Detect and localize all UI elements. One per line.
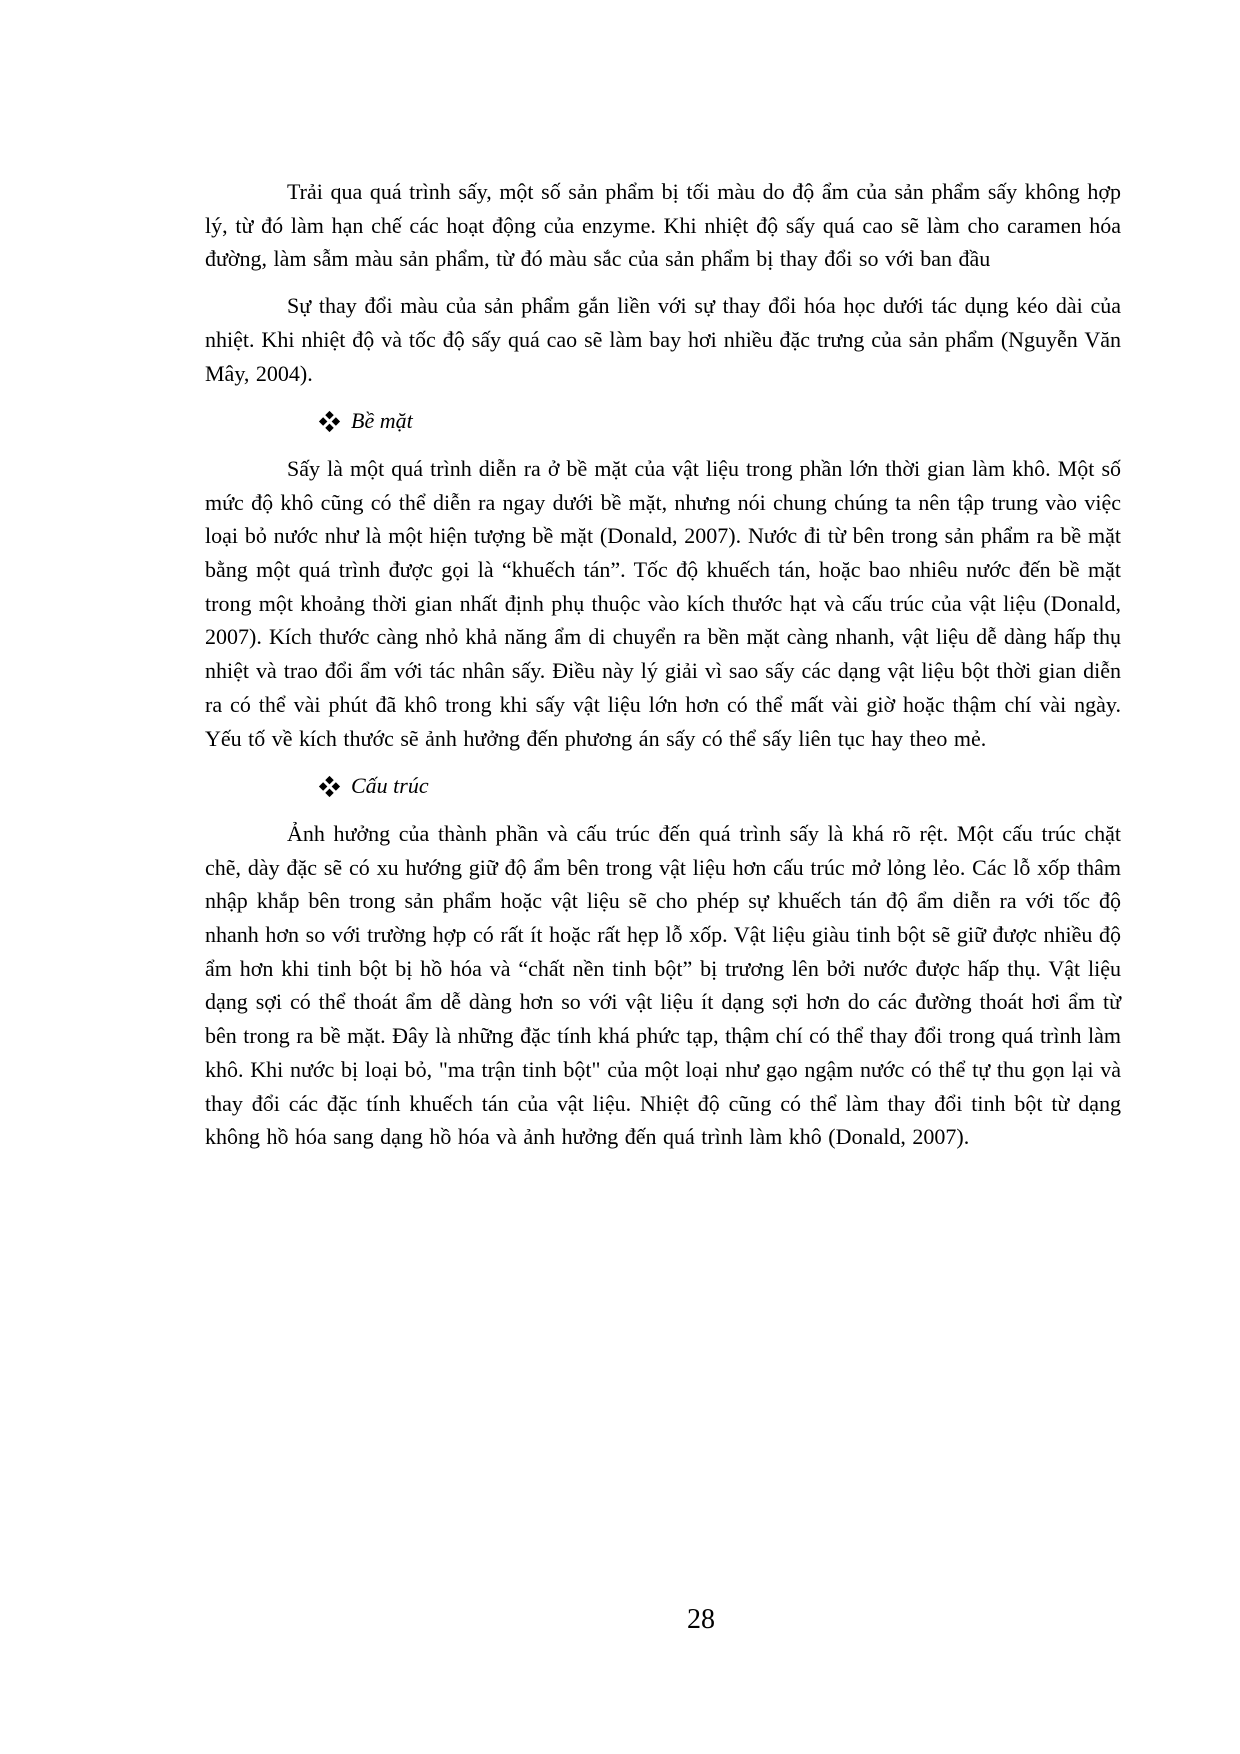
paragraph-cau-truc: Ảnh hưởng của thành phần và cấu trúc đến quá trình sấy là khá rõ rệt. Một cấu trúc chặt chẽ, dày đặc sẽ có xu hướng giữ độ ẩm bên trong vật liệu hơn cấu trúc mở lỏng lẻo. Các lỗ xốp thâm nhập khắp bên trong sản phẩm hoặc vật liệu sẽ cho phép sự khuếch tán độ ẩm diễn ra với tốc độ nhanh hơn so với trường hợp có rất ít hoặc rất hẹp lỗ xốp. Vật liệu giàu tinh bột sẽ giữ được nhiều độ ẩm hơn khi tinh bột bị hồ hóa và “chất nền tinh bột” bị trương lên bởi nước được hấp thụ. Vật liệu dạng sợi có thể thoát ẩm dễ dàng hơn so với vật liệu ít dạng sợi hơn do các đường thoát hơi ẩm từ bên trong ra bề mặt. Đây là những đặc tính khá phức tạp, thậm chí có thể thay đổi trong quá trình làm khô. Khi nước bị loại bỏ, "ma trận tinh bột" của một loại như gạo ngậm nước có thể tự thu gọn lại và thay đổi các đặc tính khuếch tán của vật liệu. Nhiệt độ cũng có thể làm thay đổi tinh bột từ dạng không hồ hóa sang dạng hồ hóa và ảnh hưởng đến quá trình làm khô (Donald, 2007). — [205, 820, 1121, 1150]
paragraph-be-mat: Sấy là một quá trình diễn ra ở bề mặt của vật liệu trong phần lớn thời gian làm khô. Một số mức độ khô cũng có thể diễn ra ngay dưới bề mặt, nhưng nói chung chúng ta nên tập trung vào việc loại bỏ nước như là một hiện tượng bề mặt (Donald, 2007). Nước đi từ bên trong sản phẩm ra bề mặt bằng một quá trình được gọi là “khuếch tán”. Tốc độ khuếch tán, hoặc bao nhiêu nước đến bề mặt trong một khoảng thời gian nhất định phụ thuộc vào kích thước hạt và cấu trúc của vật liệu (Donald, 2007). Kích thước càng nhỏ khả năng ẩm di chuyển ra bền mặt càng nhanh, vật liệu dễ dàng hấp thụ nhiệt và trao đổi ẩm với tác nhân sấy. Điều này lý giải vì sao sấy các dạng vật liệu bột thời gian diễn ra có thể vài phút đã khô trong khi sấy vật liệu lớn hơn có thể mất vài giờ hoặc thậm chí vài ngày. Yếu tố về kích thước sẽ ảnh hưởng đến phương án sấy có thể sấy liên tục hay theo mẻ. — [205, 455, 1121, 751]
diamond-bullet-icon — [319, 775, 340, 796]
page-number: 28 — [687, 1604, 715, 1635]
text-column — [205, 175, 1121, 1167]
section-heading-label: Cấu trúc — [351, 773, 429, 799]
paragraph-drying-color-2: Sự thay đổi màu của sản phẩm gắn liền với sự thay đổi hóa học dưới tác dụng kéo dài của nhiệt. Khi nhiệt độ và tốc độ sấy quá cao sẽ làm bay hơi nhiều đặc trưng của sản phẩm (Nguyễn Văn Mây, 2004). — [205, 293, 1121, 386]
paragraph-drying-color-1: Trải qua quá trình sấy, một số sản phẩm bị tối màu do độ ẩm của sản phẩm sấy không hợp lý, từ đó làm hạn chế các hoạt động của enzyme. Khi nhiệt độ sấy quá cao sẽ làm cho caramen hóa đường, làm sẫm màu sản phẩm, từ đó màu sắc của sản phẩm bị thay đổi so với ban đầu — [205, 179, 1121, 272]
diamond-bullet-icon — [319, 410, 340, 431]
section-heading-be-mat — [322, 404, 1121, 438]
section-heading-cau-truc — [322, 769, 1121, 803]
section-heading-label: Bề mặt — [351, 408, 413, 434]
